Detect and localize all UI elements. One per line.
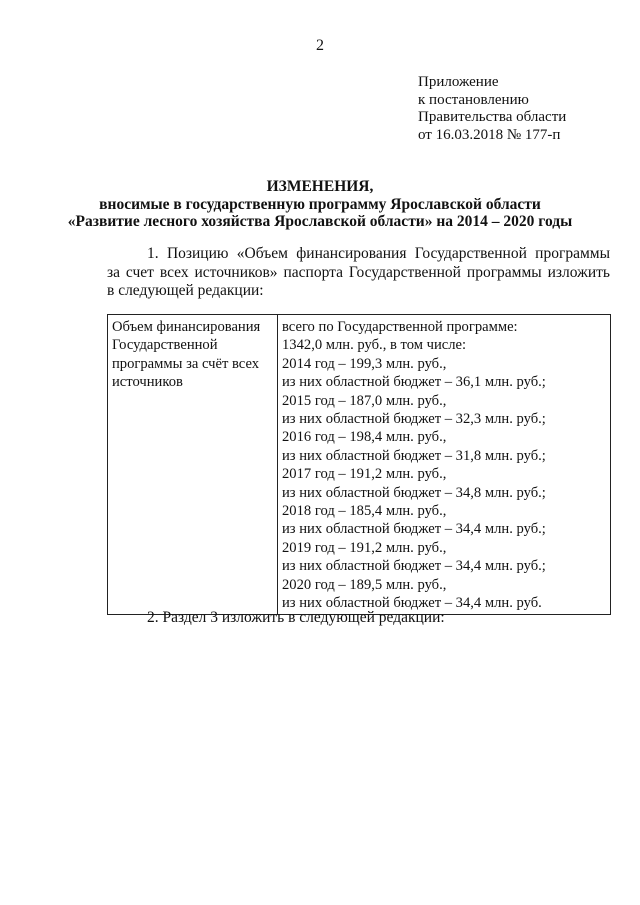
value-line: 2018 год – 185,4 млн. руб., bbox=[282, 503, 447, 520]
value-line: из них областной бюджет – 31,8 млн. руб.; bbox=[282, 447, 546, 464]
table-row bbox=[108, 315, 611, 615]
value-line: 1342,0 млн. руб., в том числе: bbox=[282, 337, 467, 354]
label-line: источников bbox=[112, 374, 183, 391]
value-line: из них областной бюджет – 34,4 млн. руб. bbox=[282, 595, 542, 612]
paragraph-1-line: 1. Позицию «Объем финансирования Государственной программы bbox=[147, 245, 610, 262]
value-line: всего по Государственной программе: bbox=[282, 319, 518, 335]
label-line: Государственной bbox=[112, 337, 218, 354]
appendix-block bbox=[418, 74, 566, 144]
value-line: 2014 год – 199,3 млн. руб., bbox=[282, 355, 447, 372]
value-line: из них областной бюджет – 36,1 млн. руб.; bbox=[282, 374, 546, 391]
paragraph-2: 2. Раздел 3 изложить в следующей редакции: bbox=[147, 609, 445, 626]
value-line: из них областной бюджет – 34,4 млн. руб.; bbox=[282, 558, 546, 575]
value-line: 2020 год – 189,5 млн. руб., bbox=[282, 576, 447, 593]
value-line: 2017 год – 191,2 млн. руб., bbox=[282, 466, 447, 483]
appendix-line: к постановлению bbox=[418, 91, 529, 108]
label-line: Объем финансирования bbox=[112, 319, 261, 335]
value-line: из них областной бюджет – 32,3 млн. руб.; bbox=[282, 411, 546, 428]
paragraph-1-line: в следующей редакции: bbox=[107, 282, 264, 299]
table-cell-label bbox=[108, 315, 278, 615]
page-number: 2 bbox=[316, 37, 324, 54]
label-line: программы за счёт всех bbox=[112, 355, 260, 372]
title-line-2: вносимые в государственную программу Ярославской области bbox=[99, 195, 541, 213]
title-line-1: ИЗМЕНЕНИЯ, bbox=[266, 178, 374, 195]
paragraph-1 bbox=[107, 245, 610, 301]
value-line: 2015 год – 187,0 млн. руб., bbox=[282, 392, 447, 409]
appendix-line: Приложение bbox=[418, 74, 499, 90]
title-line-3: «Развитие лесного хозяйства Ярославской области» на 2014 – 2020 годы bbox=[67, 213, 573, 230]
document-title bbox=[0, 178, 640, 231]
appendix-line: Правительства области bbox=[418, 109, 567, 125]
appendix-line: от 16.03.2018 № 177-п bbox=[418, 126, 561, 143]
paragraph-1-line: за счет всех источников» паспорта Государственной программы изложить bbox=[107, 263, 610, 281]
value-line: 2019 год – 191,2 млн. руб., bbox=[282, 539, 447, 556]
value-line: из них областной бюджет – 34,8 млн. руб.; bbox=[282, 484, 546, 501]
table-cell-value bbox=[278, 315, 611, 615]
passport-table bbox=[107, 314, 611, 615]
value-line: 2016 год – 198,4 млн. руб., bbox=[282, 429, 447, 446]
value-line: из них областной бюджет – 34,4 млн. руб.; bbox=[282, 521, 546, 538]
